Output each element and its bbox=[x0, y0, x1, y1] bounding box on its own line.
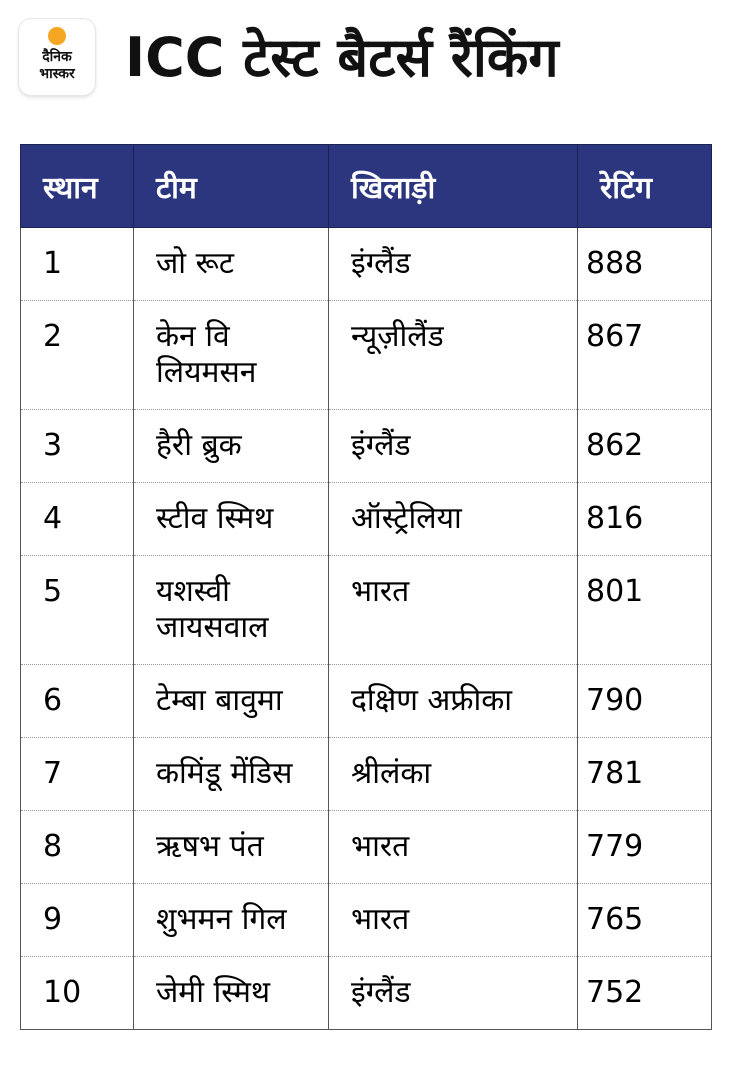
table-row bbox=[21, 957, 712, 1030]
rating-cell: 781 bbox=[578, 738, 712, 811]
player-cell: स्टीव स्मिथ bbox=[134, 483, 329, 556]
team-cell: भारत bbox=[329, 556, 578, 665]
table-row bbox=[21, 738, 712, 811]
rank-cell: 4 bbox=[21, 483, 134, 556]
dainik-bhaskar-logo bbox=[19, 19, 95, 95]
team-cell: भारत bbox=[329, 884, 578, 957]
rating-cell: 765 bbox=[578, 884, 712, 957]
column-header-rating: रेटिंग bbox=[578, 145, 712, 228]
player-cell: जेमी स्मिथ bbox=[134, 957, 329, 1030]
team-cell: ऑस्ट्रेलिया bbox=[329, 483, 578, 556]
player-cell: कमिंडू मेंडिस bbox=[134, 738, 329, 811]
table-header-row bbox=[21, 145, 712, 228]
rank-cell: 5 bbox=[21, 556, 134, 665]
rank-cell: 9 bbox=[21, 884, 134, 957]
team-cell: इंग्लैंड bbox=[329, 410, 578, 483]
rank-cell: 2 bbox=[21, 301, 134, 410]
player-cell: शुभमन गिल bbox=[134, 884, 329, 957]
rank-cell: 1 bbox=[21, 228, 134, 301]
logo-text-line2: भास्कर bbox=[39, 66, 75, 82]
rankings-table bbox=[20, 144, 712, 1030]
column-header-player: खिलाड़ी bbox=[329, 145, 578, 228]
table-row bbox=[21, 811, 712, 884]
team-cell: श्रीलंका bbox=[329, 738, 578, 811]
rank-cell: 6 bbox=[21, 665, 134, 738]
page-title: ICC टेस्ट बैटर्स रैंकिंग bbox=[125, 26, 559, 89]
rating-cell: 862 bbox=[578, 410, 712, 483]
player-cell: हैरी ब्रुक bbox=[134, 410, 329, 483]
table-row bbox=[21, 556, 712, 665]
rank-cell: 7 bbox=[21, 738, 134, 811]
player-cell: ऋषभ पंत bbox=[134, 811, 329, 884]
table-row bbox=[21, 884, 712, 957]
team-cell: दक्षिण अफ्रीका bbox=[329, 665, 578, 738]
player-cell: जो रूट bbox=[134, 228, 329, 301]
logo-text-line1: दैनिक bbox=[42, 49, 72, 65]
team-cell: न्यूज़ीलैंड bbox=[329, 301, 578, 410]
team-cell: इंग्लैंड bbox=[329, 957, 578, 1030]
rating-cell: 816 bbox=[578, 483, 712, 556]
rating-cell: 779 bbox=[578, 811, 712, 884]
sun-icon bbox=[48, 27, 66, 45]
column-header-rank: स्थान bbox=[21, 145, 134, 228]
column-header-team: टीम bbox=[134, 145, 329, 228]
table-row bbox=[21, 228, 712, 301]
rating-cell: 801 bbox=[578, 556, 712, 665]
table-row bbox=[21, 665, 712, 738]
rating-cell: 790 bbox=[578, 665, 712, 738]
rating-cell: 888 bbox=[578, 228, 712, 301]
player-cell: केन वि लियमसन bbox=[134, 301, 329, 410]
player-cell: टेम्बा बावुमा bbox=[134, 665, 329, 738]
table-row bbox=[21, 483, 712, 556]
rating-cell: 752 bbox=[578, 957, 712, 1030]
team-cell: भारत bbox=[329, 811, 578, 884]
rating-cell: 867 bbox=[578, 301, 712, 410]
team-cell: इंग्लैंड bbox=[329, 228, 578, 301]
player-cell: यशस्वी जायसवाल bbox=[134, 556, 329, 665]
table-row bbox=[21, 410, 712, 483]
page-header bbox=[0, 0, 730, 130]
rank-cell: 8 bbox=[21, 811, 134, 884]
rank-cell: 3 bbox=[21, 410, 134, 483]
rank-cell: 10 bbox=[21, 957, 134, 1030]
table-row bbox=[21, 301, 712, 410]
